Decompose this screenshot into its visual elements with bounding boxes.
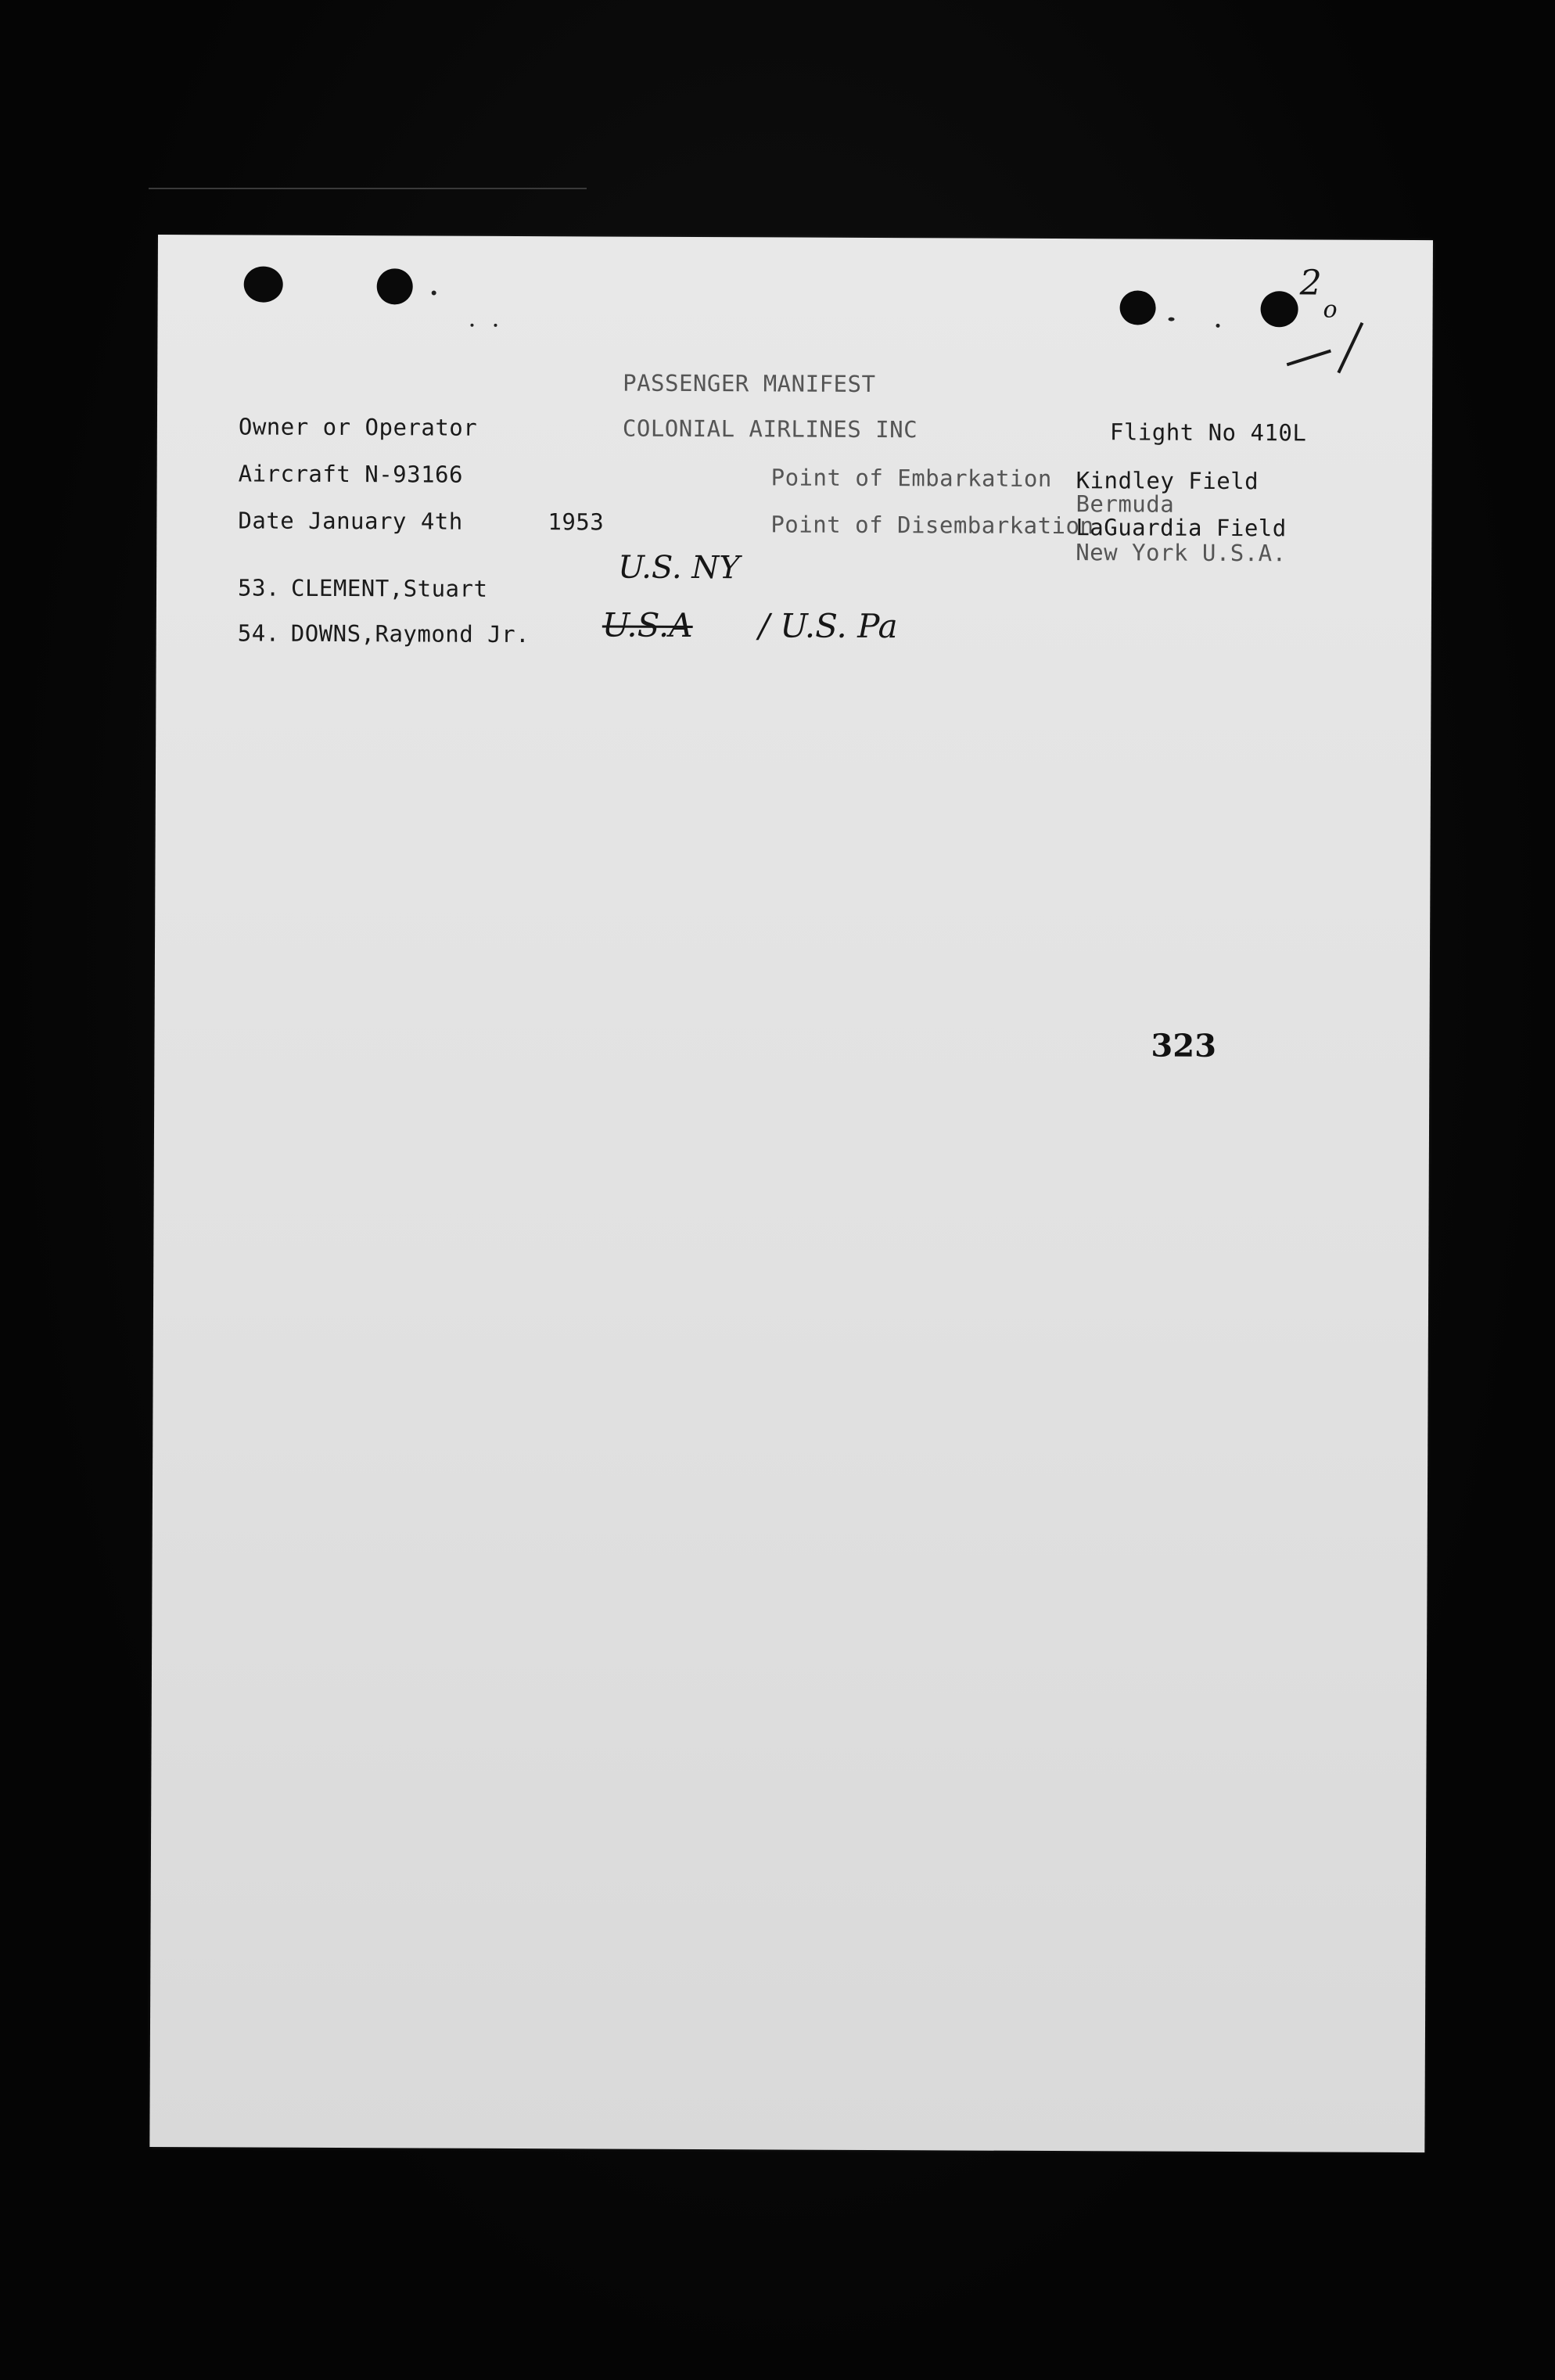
page-number: 323: [1151, 1027, 1217, 1064]
passenger-name: CLEMENT,Stuart: [290, 574, 488, 602]
handwritten-struck-nationality: U.S.A: [602, 605, 693, 644]
embarkation-place-2: Bermuda: [1076, 490, 1175, 518]
passenger-number: 54.: [237, 619, 280, 647]
operator-name: COLONIAL AIRLINES INC: [622, 415, 918, 443]
speck: [494, 324, 497, 327]
manifest-year: 1953: [548, 508, 605, 536]
speck: [470, 324, 473, 327]
disembarkation-label: Point of Disembarkation: [770, 511, 1094, 540]
manifest-date: Date January 4th: [238, 507, 463, 535]
corner-handwritten-mark: 2: [1299, 263, 1322, 303]
disembarkation-place: LaGuardia Field: [1076, 514, 1287, 542]
passenger-name: DOWNS,Raymond Jr.: [290, 619, 530, 648]
passenger-number: 53.: [237, 574, 280, 601]
punch-hole-left-2: [377, 268, 413, 304]
manifest-title: PASSENGER MANIFEST: [623, 369, 876, 398]
manifest-page: [149, 235, 1433, 2152]
handwritten-nationality: / U.S. Pa: [758, 606, 898, 646]
corner-check-icon: [1284, 318, 1370, 380]
corner-handwritten-mark-2: o: [1323, 296, 1338, 324]
handwritten-nationality: U.S. NY: [618, 549, 740, 587]
flight-number: Flight No 410L: [1109, 418, 1307, 447]
speck: [1169, 318, 1175, 321]
owner-label: Owner or Operator: [238, 413, 478, 441]
punch-hole-left-1: [244, 266, 283, 302]
aircraft-registration: Aircraft N-93166: [238, 460, 464, 488]
speck: [1216, 324, 1219, 328]
scan-artifact-line: [149, 188, 587, 189]
disembarkation-place-2: New York U.S.A.: [1076, 539, 1287, 567]
embarkation-place: Kindley Field: [1076, 467, 1259, 495]
punch-hole-right-1: [1120, 290, 1156, 325]
embarkation-label: Point of Embarkation: [770, 464, 1052, 492]
speck: [432, 291, 436, 296]
